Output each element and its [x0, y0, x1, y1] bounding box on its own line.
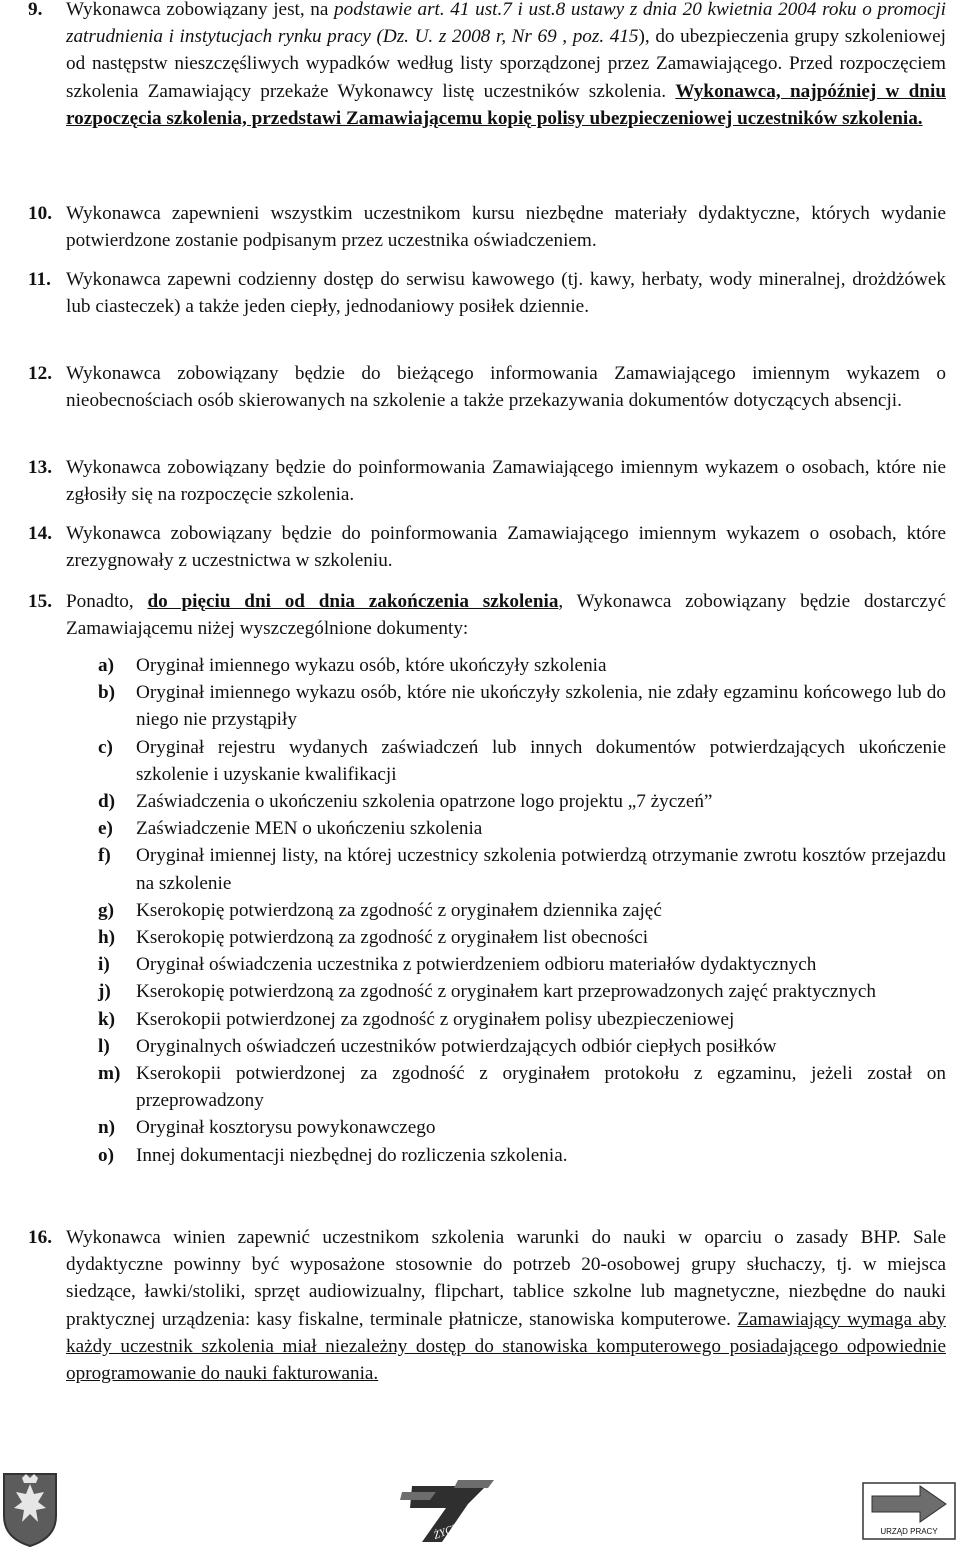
item-text: Wykonawca zobowiązany będzie do poinformowania Zamawiającego imiennym wykazem o osobach, które zrezygnowały z uczestnictwa w szkoleniu. — [66, 523, 946, 572]
list-text: Oryginał rejestru wydanych zaświadczeń lub innych dokumentów potwierdzających ukończenie szkolenie i uzyskanie kwalifikacji — [136, 736, 946, 785]
item-10 — [0, 200, 960, 254]
list-letter: h) — [98, 927, 116, 949]
list-text: Kserokopię potwierdzoną za zgodność z oryginałem kart przeprowadzonych zajęć praktycznych — [136, 981, 876, 1003]
item-text: Wykonawca zobowiązany będzie do bieżącego informowania Zamawiającego imiennym wykazem o nieobecnościach osób skierowanych na szkolenie a także przekazywania dokumentów dotyczących absencji. — [66, 363, 946, 412]
list-item — [0, 679, 960, 733]
item-12 — [0, 360, 960, 414]
list-text: Zaświadczenia o ukończeniu szkolenia opatrzone logo projektu „7 życzeń” — [136, 791, 713, 813]
list-text: Innej dokumentacji niezbędnej do rozliczenia szkolenia. — [136, 1144, 568, 1166]
logo-7-text: ŻYCZEŃ — [431, 1517, 474, 1542]
documents-list — [0, 652, 960, 1169]
item-number: 11. — [28, 269, 51, 290]
seven-wishes-logo — [398, 1478, 496, 1546]
item-text: Ponadto, — [66, 591, 148, 612]
list-item — [0, 978, 960, 1005]
urzad-pracy-text: URZĄD PRACY — [880, 1527, 938, 1536]
item-number: 13. — [28, 457, 52, 478]
item-number: 9. — [28, 0, 43, 20]
item-11 — [0, 266, 960, 320]
item-emphasis: Wykonawca, najpóźniej w dniu rozpoczęcia szkolenia, przedstawi Zamawiającemu kopię polisy ubezpieczeniowej uczestników szkolenia. — [66, 80, 946, 129]
list-item — [0, 1060, 960, 1114]
list-item — [0, 815, 960, 842]
list-item — [0, 1033, 960, 1060]
list-letter: l) — [98, 1035, 110, 1057]
item-number: 10. — [28, 203, 52, 224]
list-text: Kserokopię potwierdzoną za zgodność z oryginałem dziennika zajęć — [136, 899, 662, 921]
item-underlined: Zamawiający wymaga aby każdy uczestnik szkolenia miał niezależny dostęp do stanowiska komputerowego posiadającego odpowiednie oprogramowanie do nauki fakturowania. — [66, 1308, 946, 1385]
list-text: Oryginał kosztorysu powykonawczego — [136, 1117, 436, 1139]
list-letter: i) — [98, 954, 110, 976]
item-number: 14. — [28, 523, 52, 544]
list-text: Oryginał imiennego wykazu osób, które nie ukończyły szkolenia, nie zdały egzaminu końcowego lub do niego nie przystąpiły — [136, 682, 946, 731]
list-text: Kserokopię potwierdzoną za zgodność z oryginałem list obecności — [136, 927, 649, 949]
list-letter: f) — [98, 845, 111, 867]
list-letter: o) — [98, 1144, 114, 1166]
list-item — [0, 652, 960, 679]
item-number: 16. — [28, 1227, 52, 1248]
list-letter: n) — [98, 1117, 116, 1139]
list-item — [0, 1114, 960, 1141]
list-item — [0, 1006, 960, 1033]
list-text: Oryginał oświadczenia uczestnika z potwierdzeniem odbioru materiałów dydaktycznych — [136, 954, 817, 976]
list-text: Kserokopii potwierdzonej za zgodność z oryginałem protokołu z egzaminu, jeżeli został on przeprowadzony — [136, 1063, 946, 1112]
list-letter: d) — [98, 791, 116, 813]
list-item — [0, 1142, 960, 1169]
footer-logos — [0, 1460, 960, 1548]
item-text: Wykonawca winien zapewnić uczestnikom szkolenia warunki do nauki w oparciu o zasady BHP. Sale dydaktyczne powinny być wyposażone stosownie do potrzeb 20-osobowej grupy słuchaczy, tj. w miejsca siedzące, ławki/stoliki, sprzęt audiowizualny, flipchart, tablice szkolne lub magnetyczne, niezbędne do nauki praktycznej urządzenia: kasy fiskalne, terminale płatnicze, stanowiska komputerowe. — [66, 1227, 946, 1330]
item-text: Wykonawca zobowiązany jest, na — [66, 0, 335, 20]
item-text: ), do ubezpieczenia grupy szkoleniowej od następstw nieszczęśliwych wypadków według listy sporządzonej przez Zamawiającego. Przed rozpoczęciem szkolenia Zamawiający przekaże Wykonawcy listę uczestników szkolenia. — [66, 26, 946, 102]
list-item — [0, 842, 960, 896]
list-text: Kserokopii potwierdzonej za zgodność z oryginałem polisy ubezpieczeniowej — [136, 1008, 735, 1030]
list-item — [0, 734, 960, 788]
item-14 — [0, 520, 960, 574]
list-item — [0, 924, 960, 951]
coat-of-arms-icon — [0, 1472, 60, 1548]
item-text: , Wykonawca zobowiązany będzie dostarczyć Zamawiającemu niżej wyszczególnione dokumenty: — [66, 591, 946, 640]
list-item — [0, 951, 960, 978]
list-text: Oryginał imiennej listy, na której uczestnicy szkolenia potwierdzą otrzymanie zwrotu kosztów przejazdu na szkolenie — [136, 845, 946, 894]
item-13 — [0, 454, 960, 508]
item-text: Wykonawca zapewni codzienny dostęp do serwisu kawowego (tj. kawy, herbaty, wody mineralnej, drożdżówek lub ciasteczek) a także jeden ciepły, jednodaniowy posiłek dziennie. — [66, 269, 946, 318]
list-item — [0, 788, 960, 815]
item-text: Wykonawca zobowiązany będzie do poinformowania Zamawiającego imiennym wykazem o osobach, które nie zgłosiły się na rozpoczęcie szkolenia. — [66, 457, 946, 506]
item-legal-reference: podstawie art. 41 ust.7 i ust.8 ustawy z dnia 20 kwietnia 2004 roku o promocji zatrudnienia i instytucjach rynku pracy (Dz. U. z 2008 r, Nr 69 , poz. 415 — [66, 0, 946, 48]
item-15 — [0, 588, 960, 642]
item-emphasis: do pięciu dni od dnia zakończenia szkolenia — [147, 591, 559, 612]
list-text: Oryginał imiennego wykazu osób, które ukończyły szkolenia — [136, 655, 607, 676]
list-item — [0, 897, 960, 924]
list-text: Zaświadczenie MEN o ukończeniu szkolenia — [136, 818, 483, 840]
list-letter: a) — [98, 655, 114, 676]
list-letter: b) — [98, 682, 116, 704]
list-letter: e) — [98, 818, 113, 840]
urzad-pracy-logo — [862, 1482, 956, 1540]
list-letter: j) — [98, 981, 111, 1003]
list-letter: g) — [98, 899, 114, 921]
list-letter: m) — [98, 1063, 121, 1085]
item-number: 15. — [28, 591, 52, 612]
item-9 — [0, 0, 960, 132]
list-letter: c) — [98, 736, 113, 758]
list-letter: k) — [98, 1008, 116, 1030]
item-text: Wykonawca zapewnieni wszystkim uczestnikom kursu niezbędne materiały dydaktyczne, których wydanie potwierdzone zostanie podpisanym przez uczestnika oświadczeniem. — [66, 203, 946, 252]
list-text: Oryginalnych oświadczeń uczestników potwierdzających odbiór ciepłych posiłków — [136, 1035, 777, 1057]
item-number: 12. — [28, 363, 52, 384]
item-16 — [0, 1224, 960, 1387]
